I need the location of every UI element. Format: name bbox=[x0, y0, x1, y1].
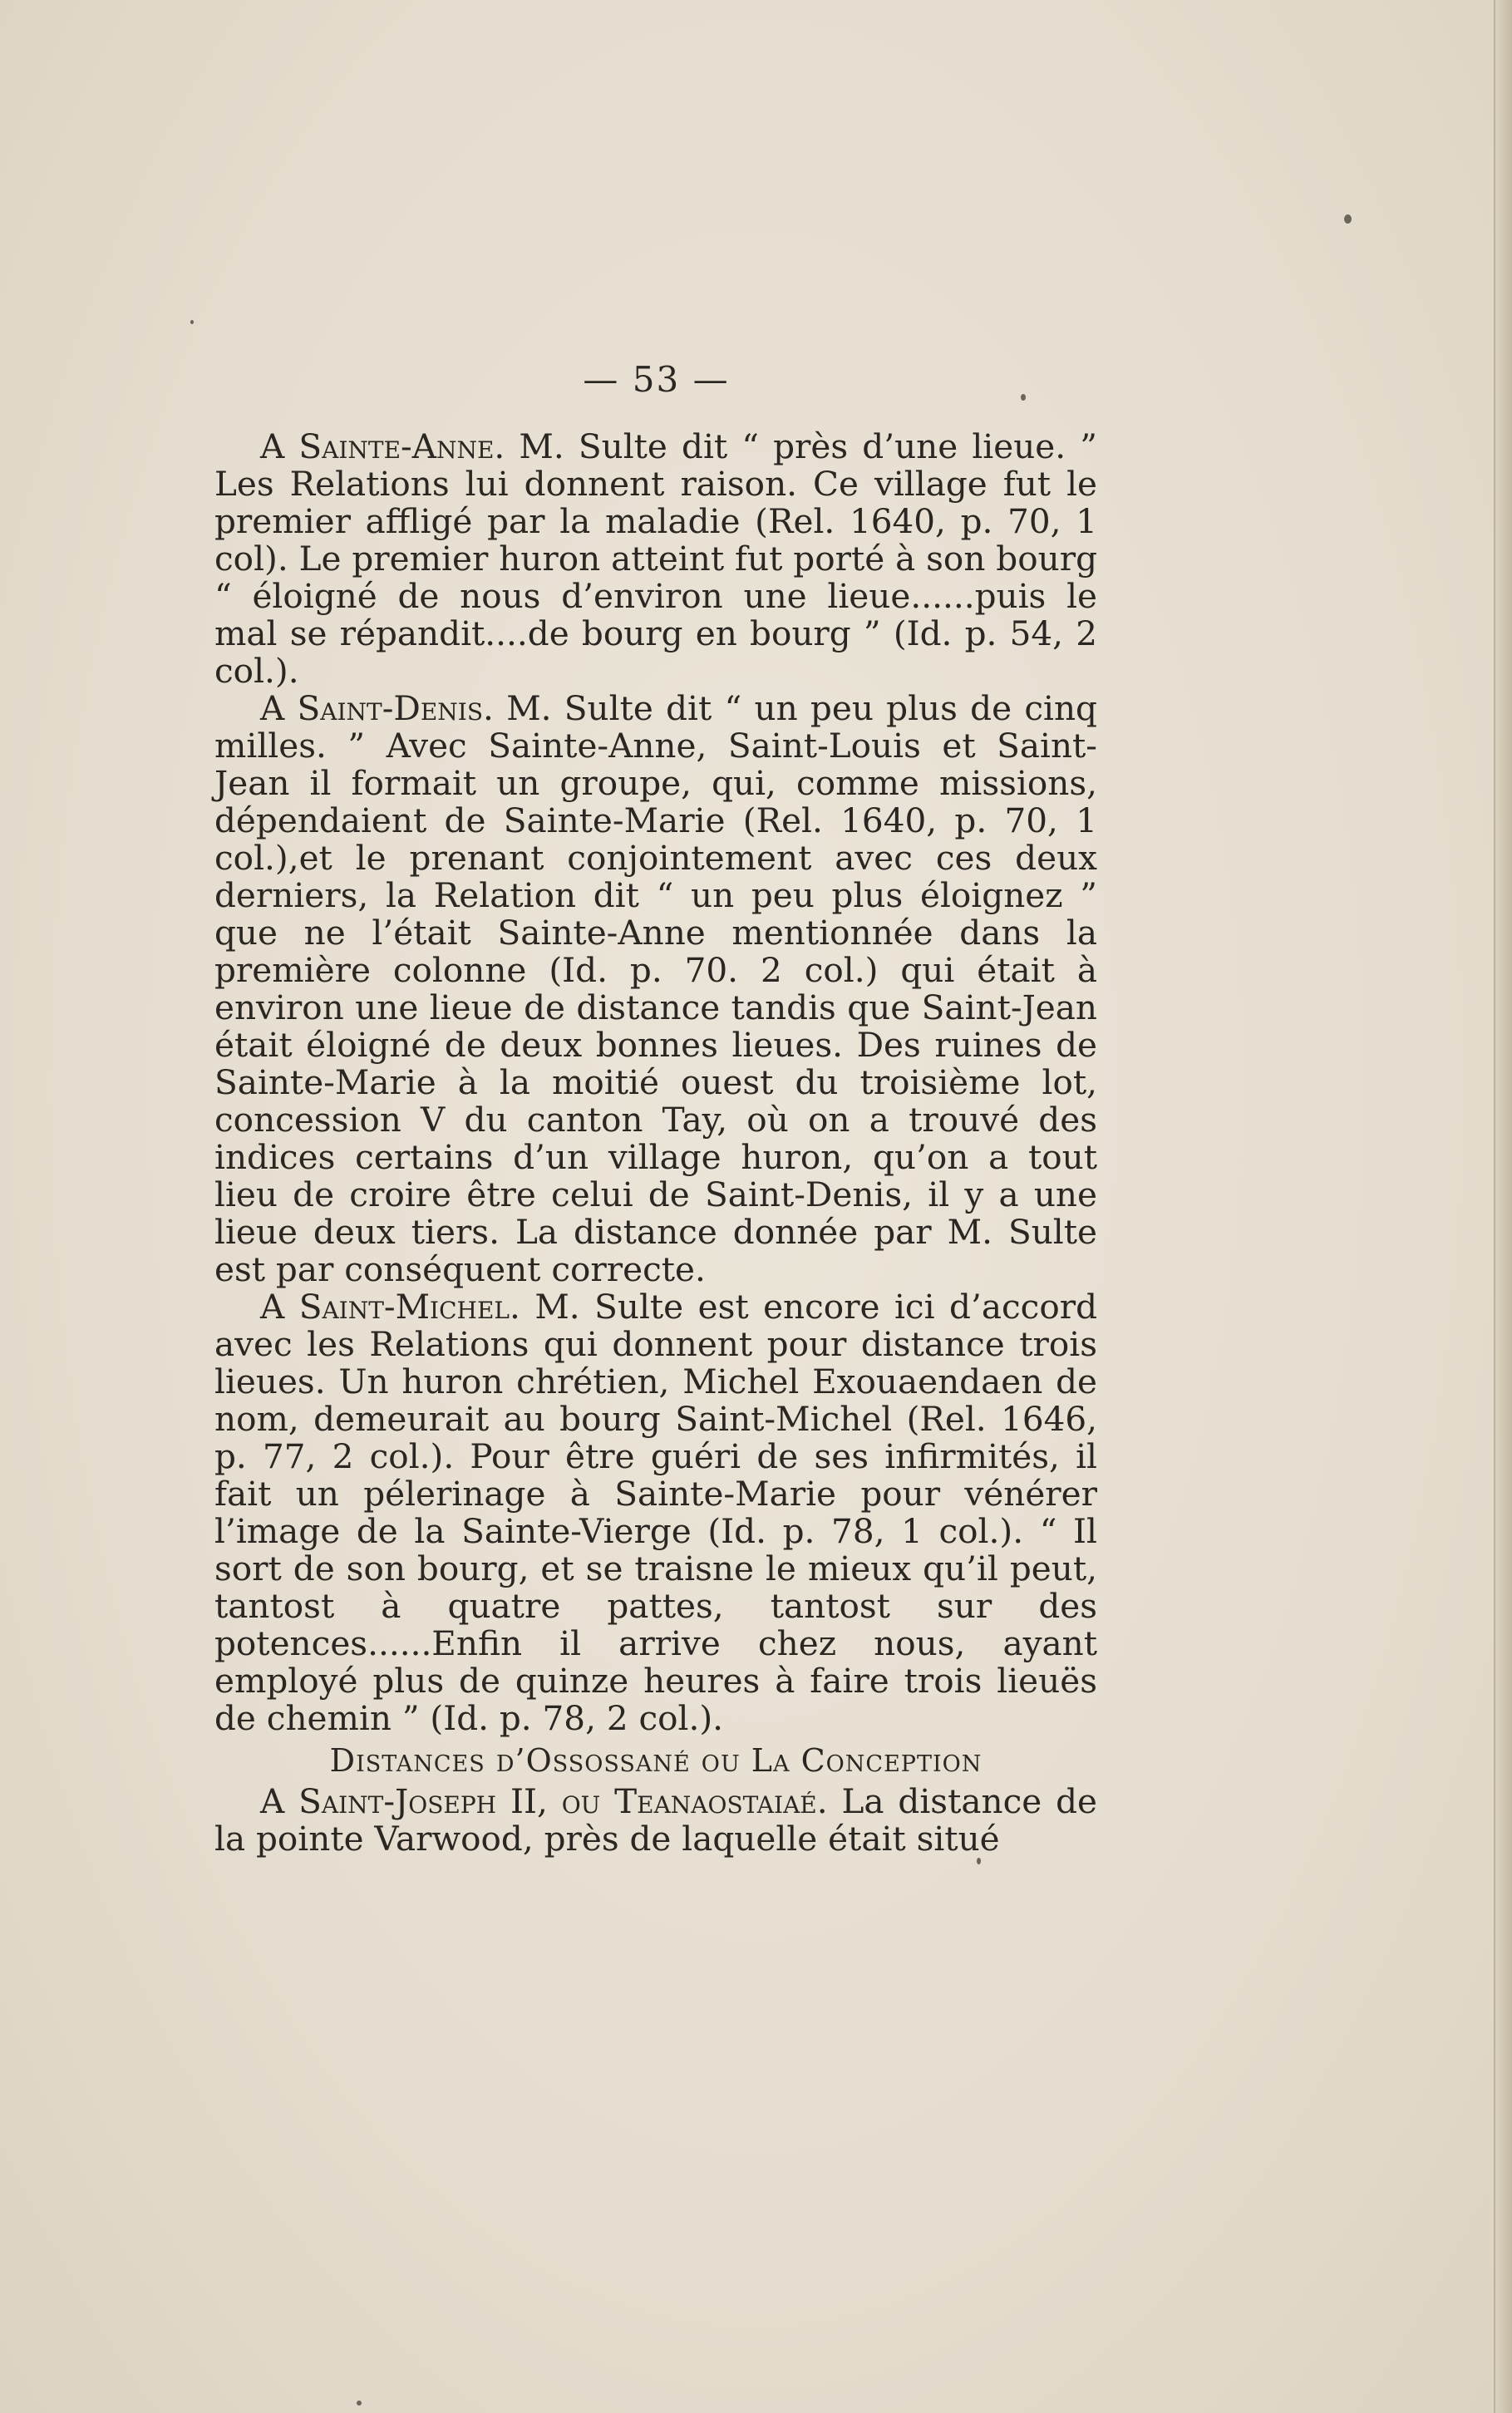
paragraph-saint-joseph bbox=[214, 1783, 1097, 1858]
paragraph-saint-denis bbox=[214, 690, 1097, 1288]
paper-speck bbox=[190, 320, 194, 324]
section-heading: Distances d’Ossossané ou La Conception bbox=[329, 1742, 983, 1779]
paper-speck bbox=[357, 2401, 362, 2406]
paragraph-sainte-anne bbox=[214, 428, 1097, 690]
paragraph-lead: A Saint-Michel. bbox=[260, 1287, 520, 1327]
page-edge bbox=[1494, 0, 1512, 2413]
paragraph-text: M. Sulte dit “ un peu plus de cinq milles. ” Avec Sainte-Anne, Saint-Louis et Saint-Jean il formait un groupe, qui, comme missions, dépendaient de Sainte-Marie (Rel. 1640, p. 70, 1 col.),et le prenant conjointement avec ces deux derniers, la Relation dit “ un peu plus éloignez ” que ne l’était Sainte-Anne mentionnée dans la première colonne (Id. p. 70. 2 col.) qui était à environ une lieue de distance tandis que Saint-Jean était éloigné de deux bonnes lieues. Des ruines de Sainte-Marie à la moitié ouest du troisième lot, concession V du canton Tay, où on a trouvé des indices certains d’un village huron, qu’on a tout lieu de croire être celui de Saint-Denis, il y a une lieue deux tiers. La distance donnée par M. Sulte est par conséquent correcte. bbox=[214, 688, 1097, 1289]
paper-speck bbox=[1344, 214, 1352, 224]
paragraph-saint-michel bbox=[214, 1288, 1097, 1737]
page-number: — 53 — bbox=[583, 359, 730, 400]
paragraph-lead: A Sainte-Anne. bbox=[260, 426, 505, 466]
paragraph-text: M. Sulte dit “ près d’une lieue. ” Les Relations lui donnent raison. Ce village fut le premier affligé par la maladie (Rel. 1640, p. 70, 1 col). Le premier huron atteint fut porté à son bourg “ éloigné de nous d’environ une lieue......puis le mal se répandit....de bourg en bourg ” (Id. p. 54, 2 col.). bbox=[214, 426, 1097, 691]
paragraph-text: M. Sulte est encore ici d’accord avec les Relations qui donnent pour distance trois lieues. Un huron chrétien, Michel Exouaendaen de nom, demeurait au bourg Saint-Michel (Rel. 1646, p. 77, 2 col.). Pour être guéri de ses infirmités, il fait un pélerinage à Sainte-Marie pour vénérer l’image de la Sainte-Vierge (Id. p. 78, 1 col.). “ Il sort de son bourg, et se traisne le mieux qu’il peut, tantost à quatre pattes, tantost sur des potences......Enfin il arrive chez nous, ayant employé plus de quinze heures à faire trois lieuës de chemin ” (Id. p. 78, 2 col.). bbox=[214, 1287, 1097, 1738]
paragraph-text: La distance de la pointe Varwood, près de laquelle était situé bbox=[214, 1781, 1097, 1859]
body-text bbox=[214, 428, 1097, 1858]
paragraph-lead: A Saint-Joseph II, ou Teanaostaiaé. bbox=[260, 1781, 828, 1821]
paper-speck bbox=[977, 1858, 981, 1864]
paragraph-lead: A Saint-Denis. bbox=[260, 688, 494, 728]
